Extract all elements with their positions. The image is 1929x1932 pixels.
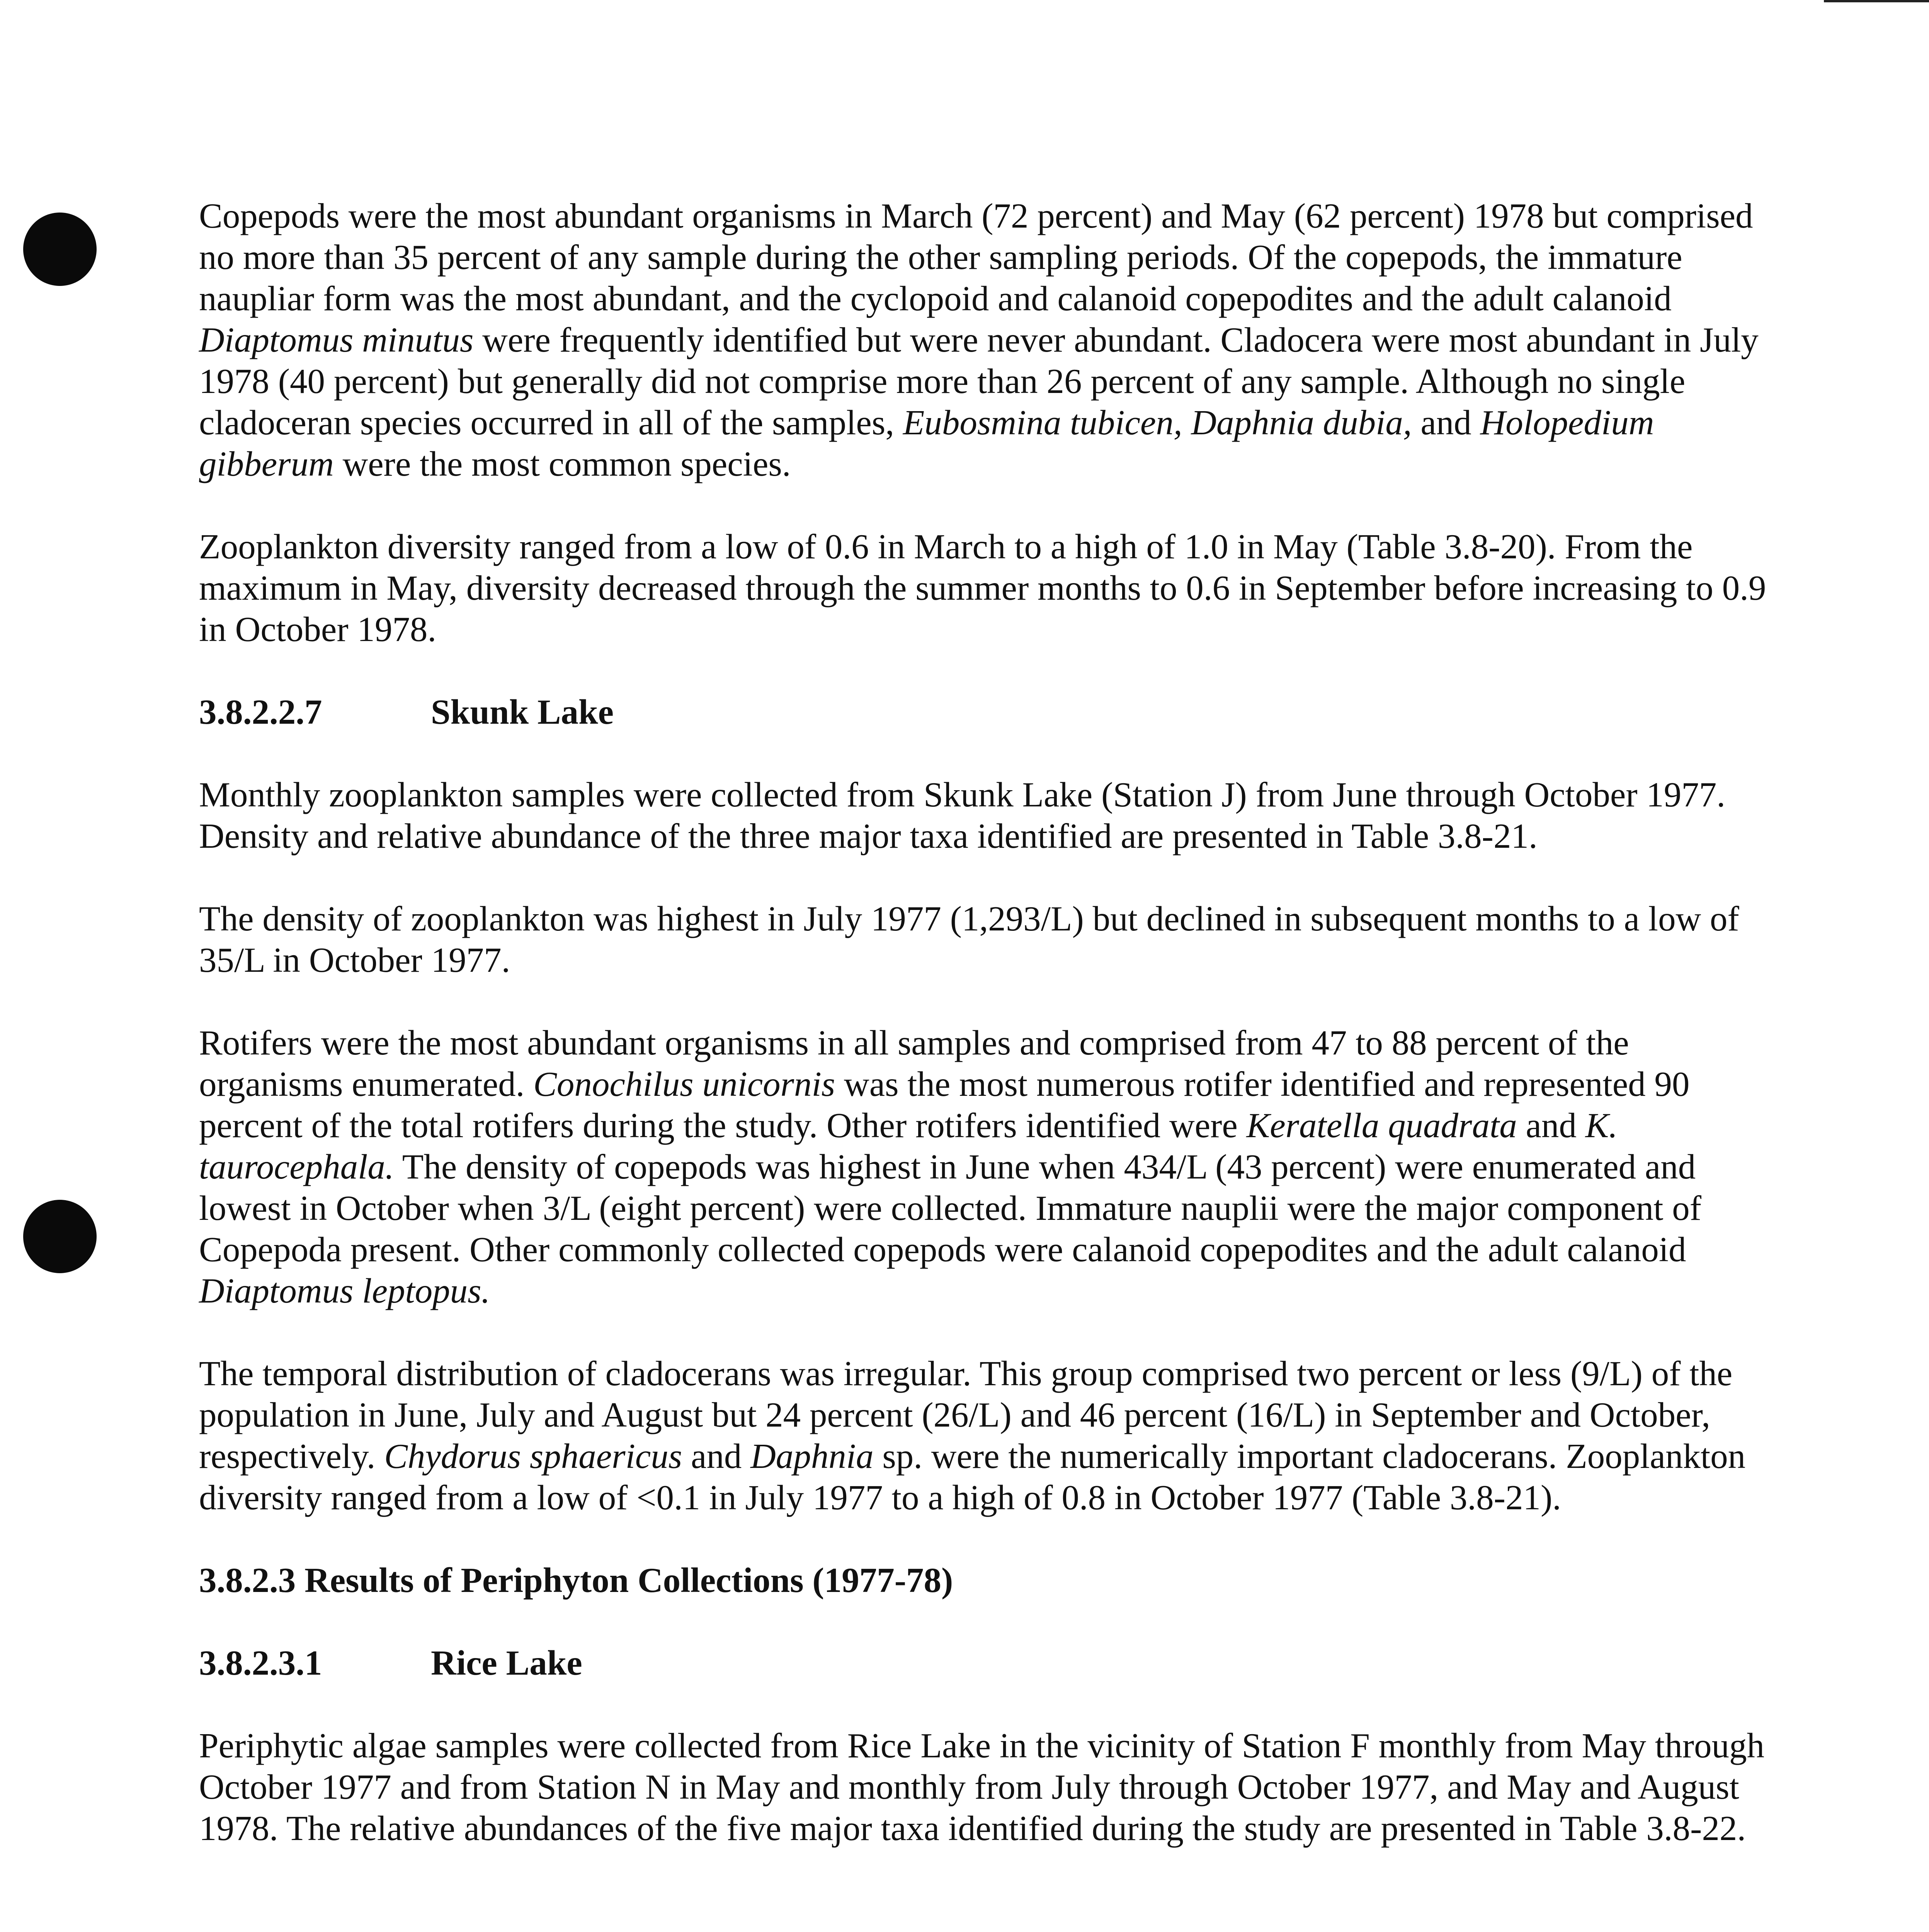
body-text: [199, 195, 1768, 1890]
paragraph-skunk-rotifers: [199, 1022, 1768, 1311]
text-run: was the most numerous rotifer identified and represented 90 percent of the total rotifers during the study. Other rotifers identified were: [199, 1065, 1690, 1145]
section-title: Rice Lake: [431, 1643, 582, 1682]
species-name: Conochilus unicornis: [533, 1065, 835, 1104]
section-number: 3.8.2.3.1: [199, 1643, 322, 1682]
binder-hole-middle: [23, 1200, 97, 1273]
binder-hole-top: [23, 213, 97, 286]
paragraph-rice-periphyton: Periphytic algae samples were collected from Rice Lake in the vicinity of Station F monthly from May through October 1977 and from Station N in May and monthly from July through October 1977, and May and August 1978. The relative abundances of the five major taxa identified during the study are presented in Table 3.8-22.: [199, 1726, 1765, 1848]
text-run: The density of copepods was highest in June when 434/L (43 percent) were enumerated and lowest in October when 3/L (eight percent) were collected. Immature nauplii were the major component of Copepoda present. Other commonly collected copepods were calanoid copepodites and the adult calanoid: [199, 1147, 1701, 1269]
paragraph-skunk-cladocerans: [199, 1353, 1768, 1518]
species-name: Diaptomus leptopus.: [199, 1271, 490, 1310]
species-name: Chydorus sphaericus: [384, 1437, 682, 1476]
section-number: 3.8.2.2.7: [199, 692, 322, 731]
text-run: and: [1412, 403, 1480, 442]
text-run: Copepods were the most abundant organisms in March (72 percent) and May (62 percent) 1978 but comprised no more than 35 percent of any sample during the other sampling periods. Of the copepods, the immature naupliar form was the most abundant, and the cyclopoid and calanoid copepodites and the adult calanoid: [199, 196, 1753, 318]
species-name: Eubosmina tubicen, Daphnia dubia,: [903, 403, 1412, 442]
species-name: K. taurocephala.: [199, 1106, 1618, 1186]
species-name: Holopedium gibberum: [199, 403, 1654, 483]
species-name: Diaptomus minutus: [199, 320, 474, 359]
section-heading-rice-lake: [199, 1642, 1768, 1684]
paragraph-copepods: [199, 195, 1768, 485]
paragraph-skunk-density: The density of zooplankton was highest in July 1977 (1,293/L) but declined in subsequent months to a low of 35/L in October 1977.: [199, 899, 1739, 980]
paragraph-diversity: Zooplankton diversity ranged from a low of 0.6 in March to a high of 1.0 in May (Table 3.8-20). From the maximum in May, diversity decreased through the summer months to 0.6 in September before increasing to 0.9 in October 1978.: [199, 527, 1766, 649]
species-name: Daphnia: [750, 1437, 874, 1476]
text-run: and: [1517, 1106, 1585, 1145]
species-name: Keratella quadrata: [1246, 1106, 1517, 1145]
section-title: Skunk Lake: [431, 692, 614, 731]
top-edge-rule: [1824, 0, 1929, 2]
paragraph-skunk-samples: Monthly zooplankton samples were collected from Skunk Lake (Station J) from June through October 1977. Density and relative abundance of the three major taxa identified are presented in Table 3.8-21.: [199, 775, 1726, 855]
text-run: were the most common species.: [333, 444, 791, 483]
text-run: were frequently identified but were never abundant. Cladocera were most abundant in July 1978 (40 percent) but generally did not comprise more than 26 percent of any sample. Although no single cladoceran species occurred in all of the samples,: [199, 320, 1759, 442]
text-run: and: [682, 1437, 751, 1476]
text-run: sp. were the numerically important cladocerans. Zooplankton diversity ranged from a low of <0.1 in July 1977 to a high of 0.8 in October 1977 (Table 3.8-21).: [199, 1437, 1746, 1517]
text-run: The temporal distribution of cladocerans was irregular. This group comprised two percent or less (9/L) of the population in June, July and August but 24 percent (26/L) and 46 percent (16/L) in September and October, respectively.: [199, 1354, 1733, 1476]
text-run: Rotifers were the most abundant organisms in all samples and comprised from 47 to 88 percent of the organisms enumerated.: [199, 1023, 1629, 1104]
section-heading-periphyton: 3.8.2.3 Results of Periphyton Collections (1977-78): [199, 1561, 953, 1600]
section-heading-skunk-lake: [199, 691, 1768, 733]
